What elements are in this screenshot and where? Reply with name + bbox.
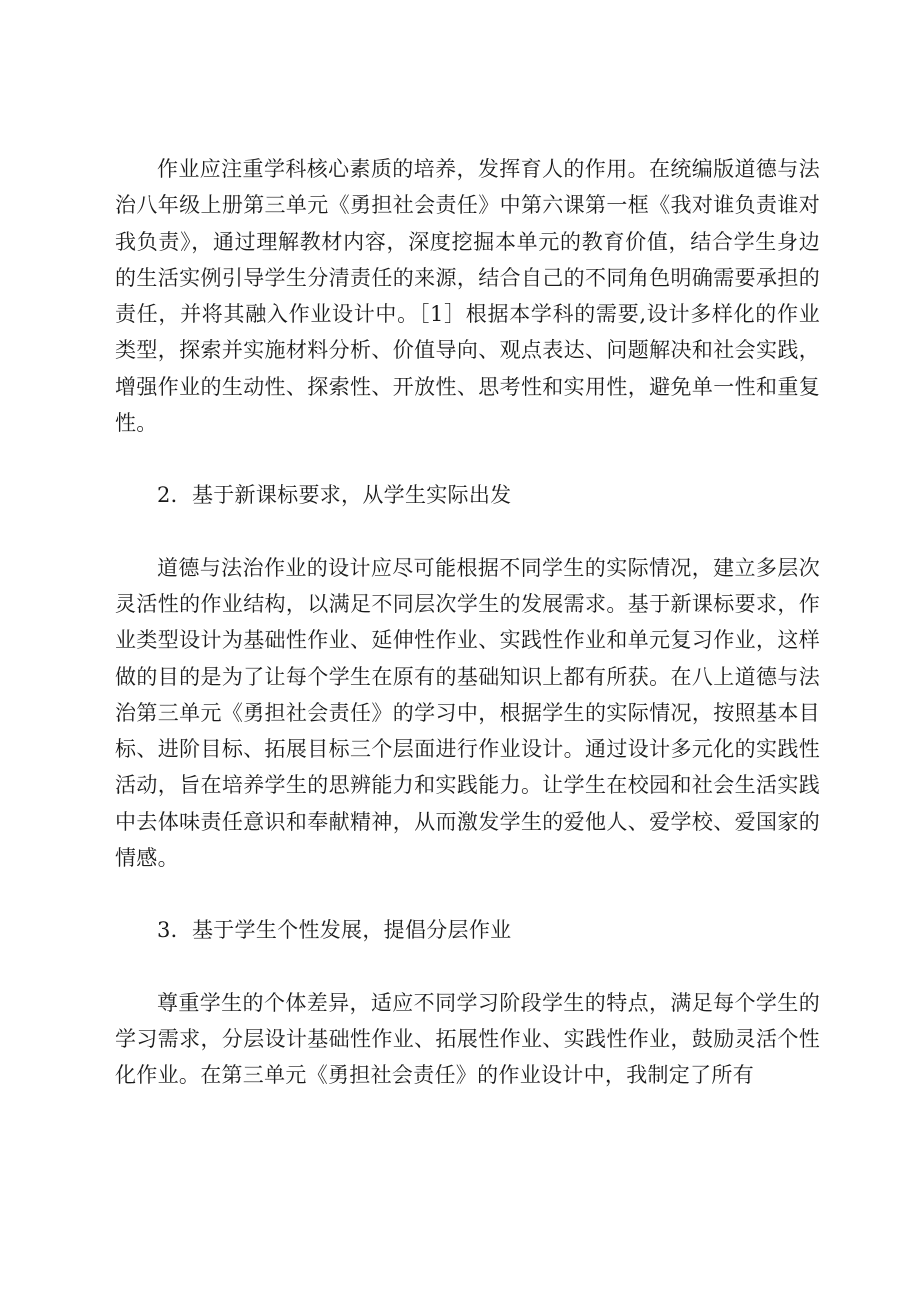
- paragraph-new-curriculum: 道德与法治作业的设计应尽可能根据不同学生的实际情况，建立多层次灵活性的作业结构，以满足不同层次学生的发展需求。基于新课标要求，作业类型设计为基础性作业、延伸性作业、实践性作业和单元复习作业，这样做的目的是为了让每个学生在原有的基础知识上都有所获。在八上道德与法治第三单元《勇担社会责任》的学习中，根据学生的实际情况，按照基本目标、进阶目标、拓展目标三个层面进行作业设计。通过设计多元化的实践性活动，旨在培养学生的思辨能力和实践能力。让学生在校园和社会生活实践中去体味责任意识和奉献精神，从而激发学生的爱他人、爱学校、爱国家的情感。: [115, 555, 820, 871]
- paragraph-gap: [115, 876, 820, 912]
- document-page: [115, 151, 820, 1094]
- section-heading-2: 2．基于新课标要求，从学生实际出发: [157, 483, 512, 508]
- section-heading-3: 3．基于学生个性发展，提倡分层作业: [157, 918, 512, 943]
- paragraph-assignment-core-literacy: 作业应注重学科核心素质的培养，发挥育人的作用。在统编版道德与法治八年级上册第三单元《勇担社会责任》中第六课第一框《我对谁负责谁对我负责》，通过理解教材内容，深度挖掘本单元的教育价值，结合学生身边的生活实例引导学生分清责任的来源，结合自己的不同角色明确需要承担的责任，并将其融入作业设计中。［1］根据本学科的需要,设计多样化的作业类型，探索并实施材料分析、价值导向、观点表达、问题解决和社会实践，增强作业的生动性、探索性、开放性、思考性和实用性，避免单一性和重复性。: [115, 157, 820, 436]
- paragraph-layered-assignments: 尊重学生的个体差异，适应不同学习阶段学生的特点，满足每个学生的学习需求，分层设计基础性作业、拓展性作业、实践性作业，鼓励灵活个性化作业。在第三单元《勇担社会责任》的作业设计中，我制定了所有: [115, 990, 820, 1088]
- paragraph-gap: [115, 949, 820, 985]
- paragraph-gap: [115, 441, 820, 477]
- paragraph-gap: [115, 514, 820, 550]
